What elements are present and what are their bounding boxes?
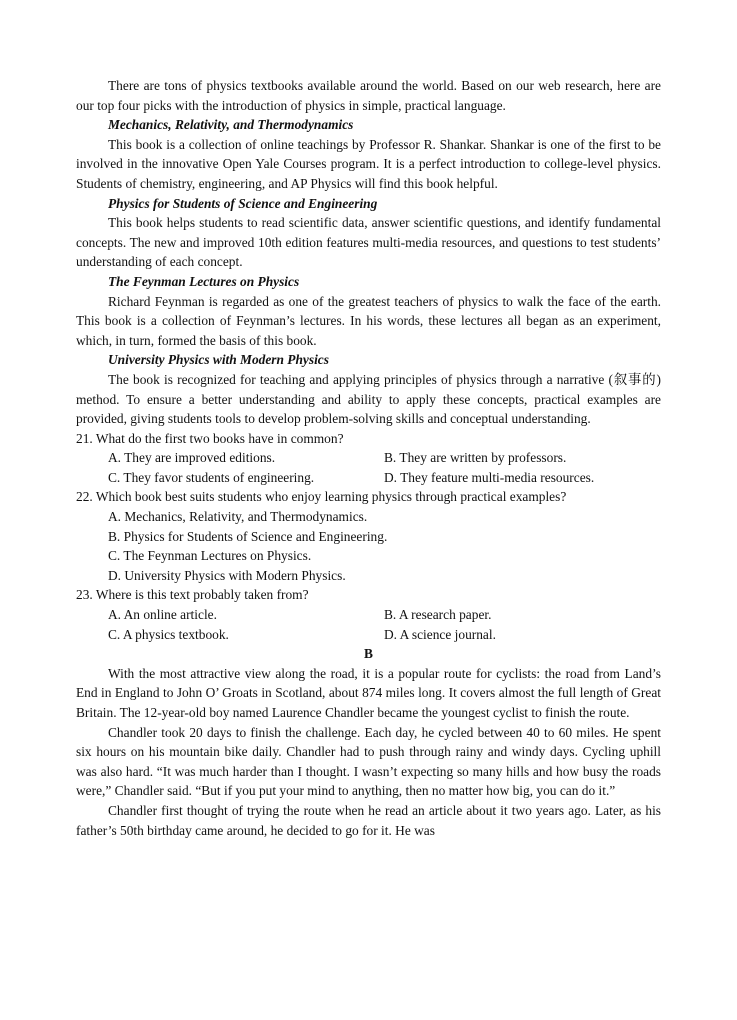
book-1-description: This book is a collection of online teachings by Professor R. Shankar. Shankar is one of the first to be involved in the innovative Open Yale Courses program. It is a perfect introduction to college-level physics. Students of chemistry, engineering, and AP Physics will find this book helpful. [76,136,661,191]
passage-a-intro: There are tons of physics textbooks available around the world. Based on our web research, here are our top four picks with the introduction of physics in simple, practical language. [76,78,661,113]
q23-option-d: D. A science journal. [384,626,496,642]
question-21-stem: 21. What do the first two books have in common? [76,430,344,446]
book-3-description: Richard Feynman is regarded as one of the greatest teachers of physics to walk the face of the earth. This book is a collection of Feynman’s lectures. In his words, these lectures all began as an experiment, which, in turn, formed the basis of this book. [76,293,661,348]
q21-option-d: D. They feature multi-media resources. [384,469,595,485]
q22-option-d: D. University Physics with Modern Physics. [108,567,346,583]
passage-b-paragraph-2: Chandler took 20 days to finish the challenge. Each day, he cycled between 40 to 60 miles. He spent six hours on his mountain bike daily. Chandler had to push through rainy and windy days. Cycling uphill was also hard. “It was much harder than I thought. I wasn’t expecting so many hills and how busy the roads were,” Chandler said. “But if you put your mind to anything, then no matter how big, you can do it.” [76,724,661,799]
q22-option-b: B. Physics for Students of Science and Engineering. [108,528,388,544]
q22-option-c: C. The Feynman Lectures on Physics. [108,548,312,564]
book-4-description: The book is recognized for teaching and applying principles of physics through a narrative (叙事的) method. To ensure a better understanding and ability to apply these concepts, practical examples are provided, giving students tools to develop problem-solving skills and conceptual understanding. [76,371,661,427]
q23-option-b: B. A research paper. [384,607,492,623]
q21-option-b: B. They are written by professors. [384,450,567,466]
book-2-title: Physics for Students of Science and Engineering [108,195,378,211]
passage-b-label: B [364,646,373,662]
question-23-stem: 23. Where is this text probably taken from? [76,587,309,603]
question-21-options [108,448,661,487]
question-22-stem: 22. Which book best suits students who enjoy learning physics through practical examples? [76,489,567,505]
q21-option-c: C. They favor students of engineering. [108,469,315,485]
book-4-title: University Physics with Modern Physics [108,352,329,368]
q22-option-a: A. Mechanics, Relativity, and Thermodynamics. [108,509,368,525]
document-page [76,76,661,840]
q23-option-c: C. A physics textbook. [108,626,229,642]
q21-option-a: A. They are improved editions. [108,450,276,466]
passage-b-paragraph-1: With the most attractive view along the road, it is a popular route for cyclists: the road from Land’s End in England to John O’ Groats in Scotland, about 874 miles long. It covers almost the full length of Great Britain. The 12-year-old boy named Laurence Chandler became the youngest cyclist to finish the route. [76,665,661,720]
book-1-title: Mechanics, Relativity, and Thermodynamics [108,117,354,133]
book-2-description: This book helps students to read scientific data, answer scientific questions, and identify fundamental concepts. The new and improved 10th edition features multi-media resources, and questions to test students’ understanding of each concept. [76,215,661,270]
passage-b-paragraph-3: Chandler first thought of trying the route when he read an article about it two years ago. Later, as his father’s 50th birthday came around, he decided to go for it. He was [76,802,661,838]
q23-option-a: A. An online article. [108,607,217,623]
book-3-title: The Feynman Lectures on Physics [108,273,300,289]
question-23-options [108,605,661,644]
